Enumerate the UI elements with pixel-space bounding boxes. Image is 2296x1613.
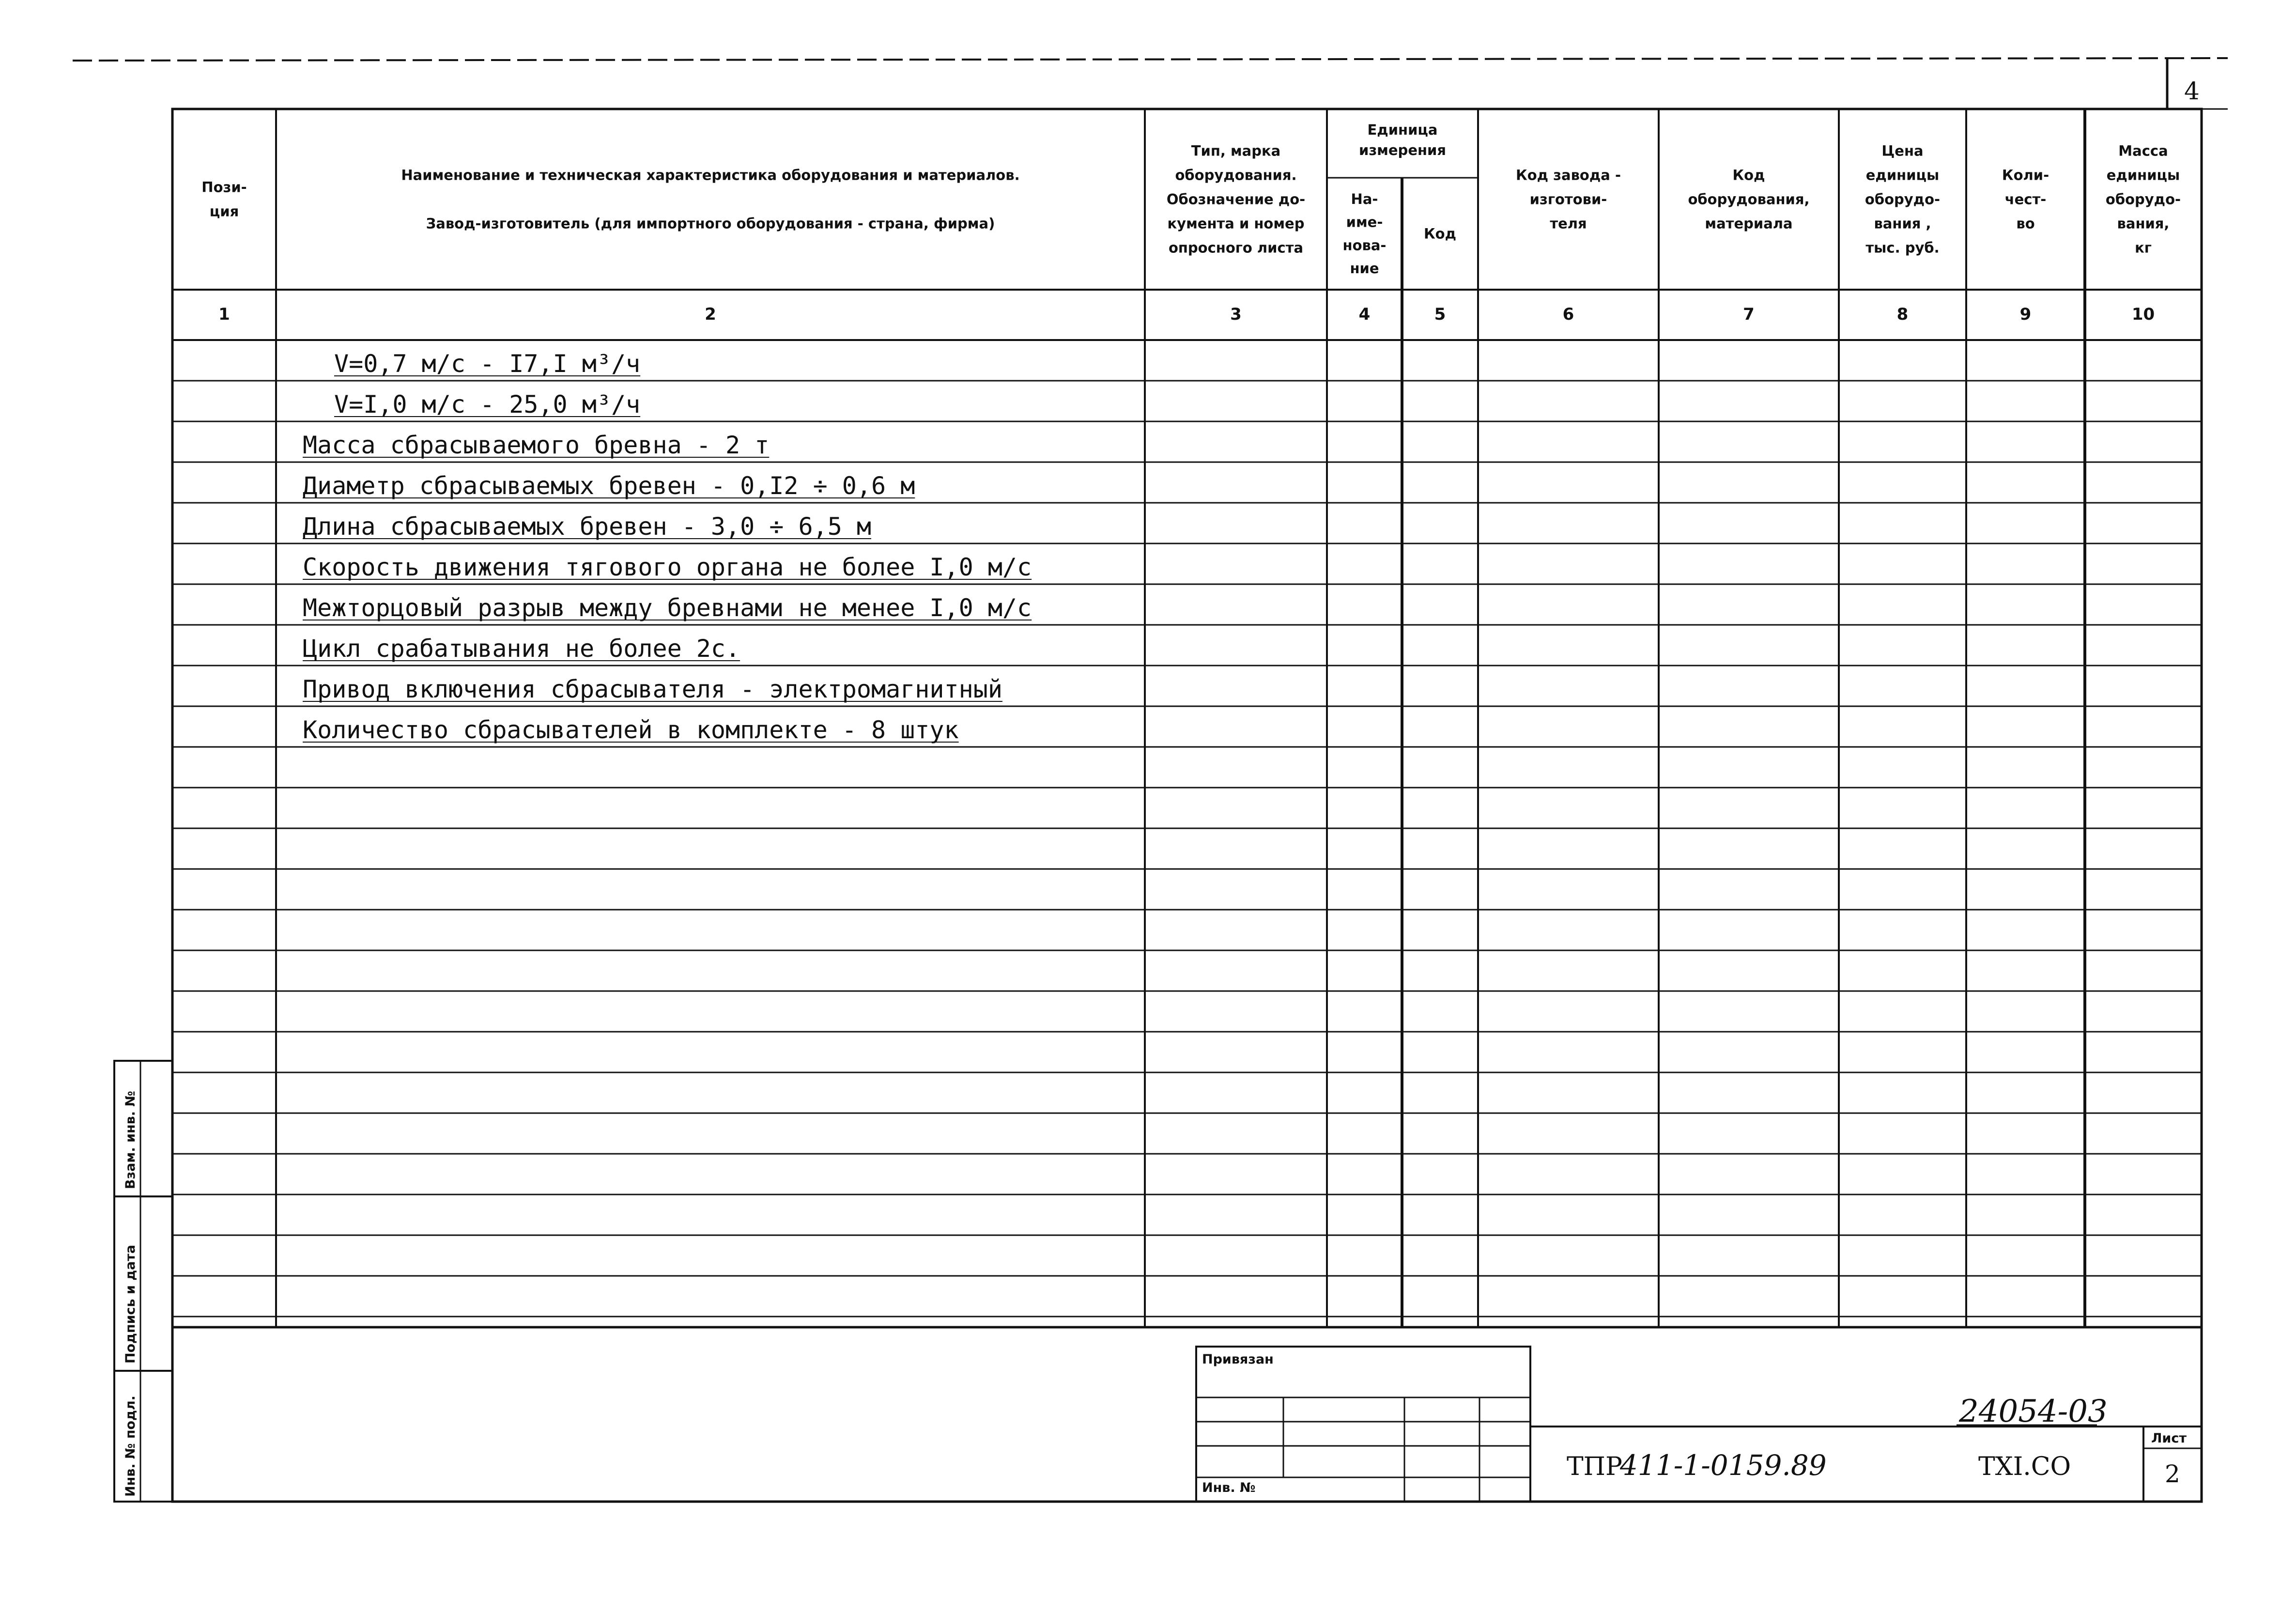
column-header-line: единицы [2106, 167, 2180, 184]
side-stamp-vzam: Взам. инв. № [123, 1090, 138, 1189]
row-description: Привод включения сбрасывателя - электромагнитный [303, 675, 1002, 703]
project-code: 411-1-0159.89 [1620, 1449, 1827, 1482]
column-header-line: кумента и номер [1167, 215, 1305, 232]
column-number: 6 [1562, 305, 1574, 324]
column-number-row [218, 305, 2155, 324]
row-description: Длина сбрасываемых бревен - 3,0 ÷ 6,5 м [303, 512, 871, 541]
column-number: 7 [1743, 305, 1755, 324]
column-number: 9 [2019, 305, 2032, 324]
column-header-line: кг [2135, 239, 2152, 256]
column-header-line: опросного листа [1168, 239, 1304, 256]
column-header-line: Код завода - [1516, 167, 1621, 184]
row-description: Количество сбрасывателей в комплекте - 8 штук [303, 716, 959, 744]
column-header-line: вания , [1874, 215, 1931, 232]
column-header-line: во [2016, 215, 2035, 232]
column-number: 3 [1230, 305, 1242, 324]
column-header-line: Цена [1881, 142, 1924, 159]
row-description: V=0,7 м/с - I7,I м³/ч [334, 350, 641, 378]
row-description: Межторцовый разрыв между бревнами не менее I,0 м/с [303, 594, 1032, 622]
column-header-line: имe- [1346, 214, 1383, 231]
column-header-line: изготови- [1529, 191, 1607, 208]
column-header-line: Наименование и техническая характеристика оборудования и материалов. [401, 167, 1020, 184]
sheet-label: Лист [2151, 1431, 2187, 1446]
column-header-line: Пози- [201, 179, 247, 196]
column-header-line: ние [1350, 260, 1379, 277]
row-description: Скорость движения тягового органа не более I,0 м/с [303, 553, 1032, 581]
doc-code: ТХI.СО [1978, 1452, 2071, 1481]
column-header-line: оборудо- [2105, 191, 2181, 208]
unit-group-header: измерения [1359, 142, 1446, 158]
column-header-line: оборудования. [1175, 167, 1297, 184]
column-number: 4 [1358, 305, 1371, 324]
column-header-line: теля [1550, 215, 1587, 232]
title-block [172, 1327, 2202, 1502]
column-header-line: чест- [2004, 191, 2047, 208]
row-description: V=I,0 м/с - 25,0 м³/ч [334, 390, 641, 419]
sheet-number: 2 [2165, 1460, 2180, 1488]
column-number: 8 [1896, 305, 1909, 324]
side-stamp-inv: Инв. № подл. [123, 1396, 138, 1497]
column-number: 2 [705, 305, 716, 324]
unit-group-header: Единица [1367, 122, 1438, 138]
table-body [303, 350, 1032, 744]
side-stamp-signature: Подпись и дата [123, 1244, 138, 1364]
column-header-line: Завод-изготовитель (для импортного оборудования - страна, фирма) [426, 215, 995, 232]
column-header-line: Коли- [2002, 167, 2049, 184]
column-header-line: материала [1705, 215, 1793, 232]
column-header-line: Тип, марка [1191, 142, 1281, 159]
column-header-line: На- [1351, 190, 1378, 207]
row-description: Цикл срабатывания не более 2с. [303, 635, 740, 663]
column-header-line: нова- [1342, 237, 1387, 254]
column-header-line: Код [1732, 167, 1765, 184]
bound-label: Привязан [1202, 1352, 1274, 1367]
column-header-line: тыс. руб. [1865, 239, 1940, 256]
column-header-line: оборудования, [1688, 191, 1810, 208]
inv-label: Инв. № [1202, 1480, 1256, 1495]
column-header-line: Код [1423, 225, 1457, 242]
column-header-line: оборудо- [1865, 191, 1941, 208]
column-header-line: вания, [2117, 215, 2170, 232]
page-number: 4 [2184, 77, 2200, 105]
column-number: 10 [2131, 305, 2155, 324]
column-header-line: Обозначение до- [1166, 191, 1306, 208]
handwritten-number: 24054-03 [1959, 1394, 2108, 1429]
column-header-line: ция [209, 203, 239, 220]
column-header-line: единицы [1865, 167, 1940, 184]
project-prefix: ТПР [1567, 1452, 1623, 1481]
column-header-line: Масса [2118, 142, 2168, 159]
column-number: 1 [218, 305, 230, 324]
row-description: Масса сбрасываемого бревна - 2 т [303, 431, 770, 459]
table-header [201, 122, 2181, 277]
column-number: 5 [1434, 305, 1446, 324]
row-description: Диаметр сбрасываемых бревен - 0,I2 ÷ 0,6 м [303, 472, 915, 500]
table-grid [73, 58, 2228, 1502]
